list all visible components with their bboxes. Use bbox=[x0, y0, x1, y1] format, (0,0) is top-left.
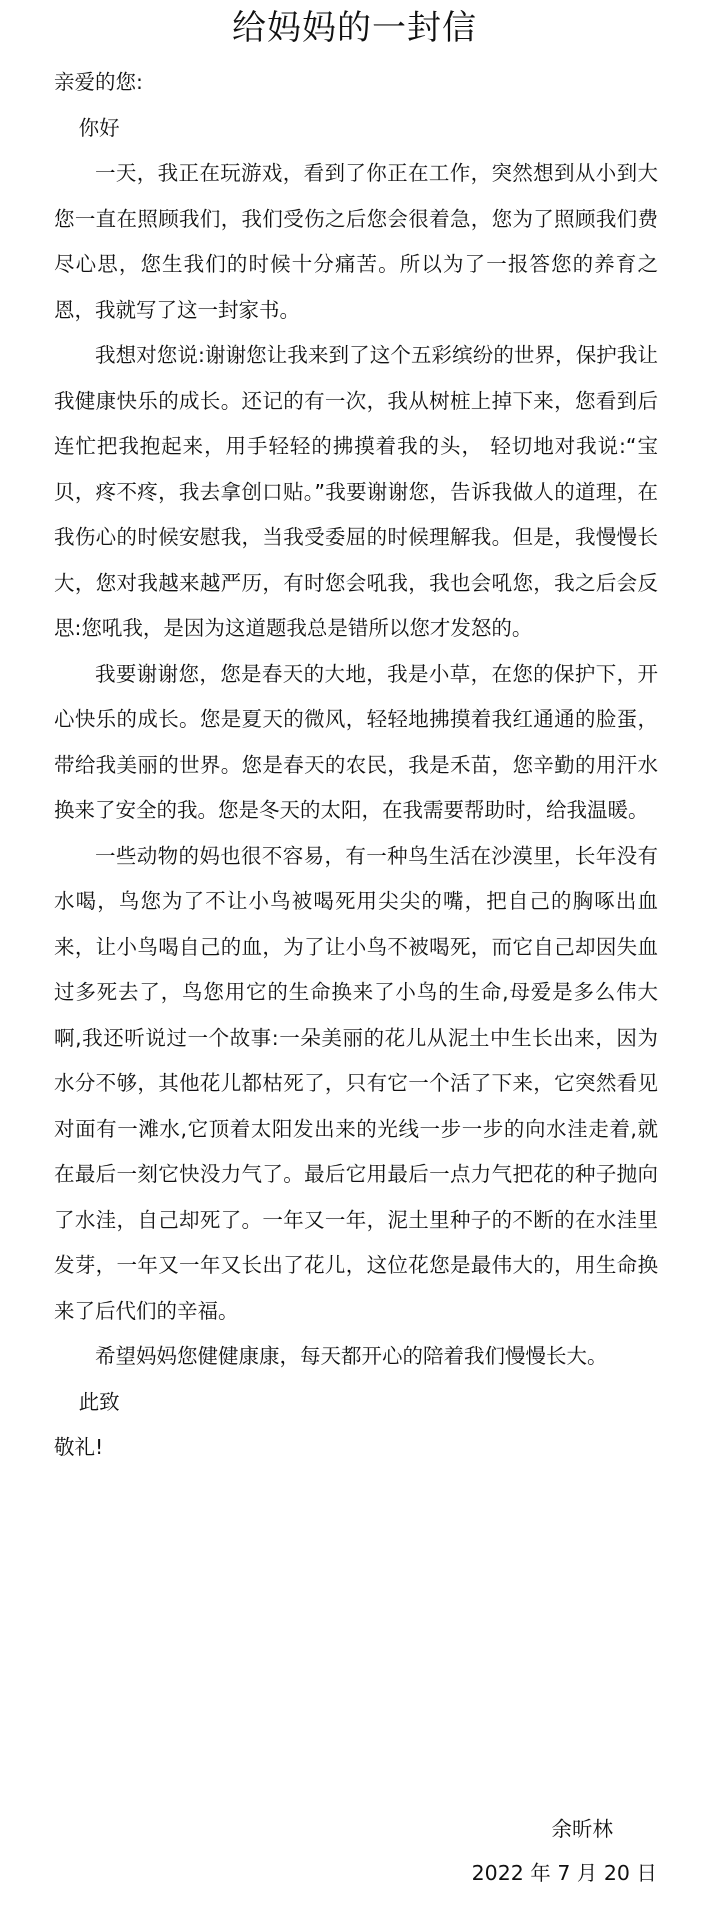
letter-title: 给妈妈的一封信 bbox=[232, 8, 477, 48]
paragraph-4: 一些动物的妈也很不容易，有一种鸟生活在沙漠里，长年没有水喝，鸟您为了不让小鸟被喝死用尖尖的嘴，把自己的胸啄出血来，让小鸟喝自己的血，为了让小鸟不被喝死，而它自己却因失血过多死去了，鸟您用它的生命换来了小鸟的生命,母爱是多么伟大啊,我还听说过一个故事:一朵美丽的花儿从泥土中生长出来，因为水分不够，其他花儿都枯死了，只有它一个活了下来，它突然看见对面有一滩水,它顶着太阳发出来的光线一步一步的向水洼走着,就在最后一刻它快没力气了。最后它用最后一点力气把花的种子抛向了水洼，自己却死了。一年又一年，泥土里种子的不断的在水洼里发芽，一年又一年又长出了花儿，这位花您是最伟大的，用生命换来了后代们的辛福。 bbox=[54, 843, 658, 1323]
paragraph-1: 一天，我正在玩游戏，看到了你正在工作，突然想到从小到大您一直在照顾我们，我们受伤之后您会很着急，您为了照顾我们费尽心思，您生我们的时候十分痛苦。所以为了一报答您的养育之恩，我就写了这一封家书。 bbox=[54, 161, 658, 322]
signature: 余昕林 bbox=[551, 1817, 613, 1841]
closing-line-1: 此致 bbox=[78, 1389, 120, 1414]
closing-line-2: 敬礼! bbox=[54, 1435, 104, 1459]
salutation: 亲爱的您: bbox=[54, 70, 143, 94]
letter-date: 2022 年 7 月 20 日 bbox=[471, 1861, 657, 1885]
paragraph-5: 希望妈妈您健健康康，每天都开心的陪着我们慢慢长大。 bbox=[95, 1344, 608, 1368]
paragraph-3: 我要谢谢您，您是春天的大地，我是小草，在您的保护下，开心快乐的成长。您是夏天的微风，轻轻地拂摸着我红通通的脸蛋，带给我美丽的世界。您是春天的农民，我是禾苗，您辛勤的用汗水换来了安全的我。您是冬天的太阳，在我需要帮助时，给我温暖。 bbox=[54, 661, 658, 822]
greeting: 你好 bbox=[78, 115, 120, 140]
letter-body bbox=[54, 60, 658, 1471]
paragraph-2: 我想对您说:谢谢您让我来到了这个五彩缤纷的世界，保护我让我健康快乐的成长。还记的有一次，我从树桩上掉下来，您看到后连忙把我抱起来，用手轻轻的拂摸着我的头， 轻切地对我说:“宝贝，疼不疼，我去拿创口贴。”我要谢谢您，告诉我做人的道理，在我伤心的时候安慰我，当我受委屈的时候理解我。但是，我慢慢长大，您对我越来越严历，有时您会吼我，我也会吼您，我之后会反思:您吼我，是因为这道题我总是错所以您才发怒的。 bbox=[54, 343, 658, 640]
